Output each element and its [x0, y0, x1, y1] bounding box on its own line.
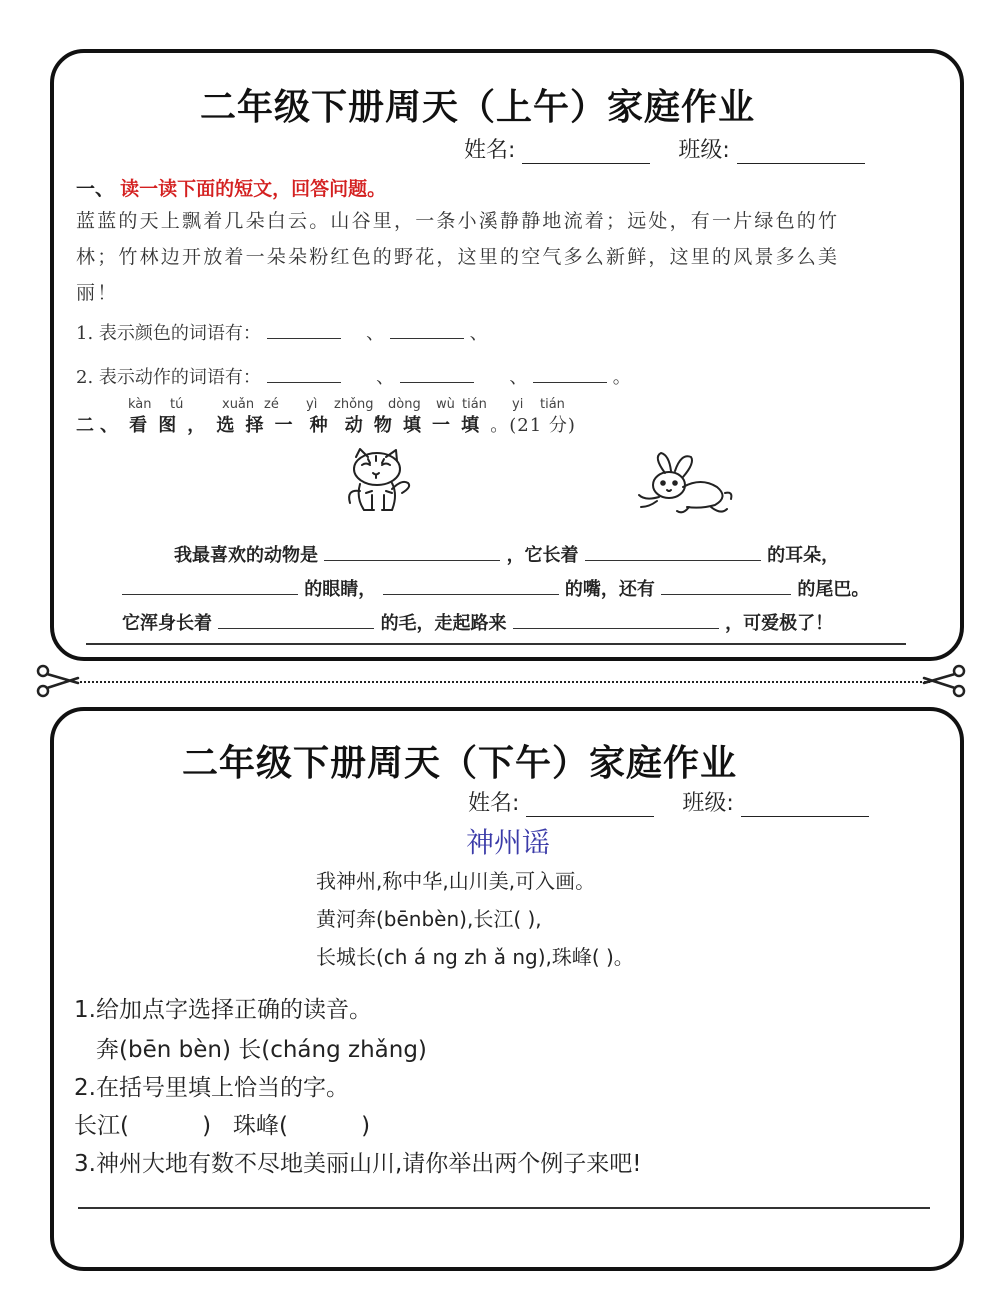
- fill-text: 的嘴，还有: [564, 579, 655, 600]
- passage-line: 林；竹林边开放着一朵朵粉红色的野花，这里的空气多么新鲜，这里的风景多么美: [76, 246, 840, 268]
- question-2: 2.在括号里填上恰当的字。: [74, 1075, 349, 1101]
- heading-char: 看: [129, 415, 154, 436]
- cut-line: [80, 681, 930, 683]
- eyes-blank[interactable]: [122, 576, 298, 595]
- separator: 、: [366, 323, 385, 344]
- morning-homework-card: [50, 49, 964, 661]
- fill-text: 我最喜欢的动物是: [174, 545, 318, 566]
- q2-label: 2. 表示动作的词语有：: [76, 367, 261, 388]
- pinyin: dòng: [388, 397, 421, 412]
- pinyin: yì: [306, 397, 318, 412]
- scissors-icon: [922, 663, 968, 699]
- separator: 、: [509, 367, 528, 388]
- heading-char: 填: [402, 415, 427, 436]
- ears-blank[interactable]: [585, 542, 761, 561]
- heading-char: 择: [245, 415, 270, 436]
- favorite-animal-blank[interactable]: [324, 542, 500, 561]
- section2-heading: [76, 411, 576, 437]
- bottom-rule: [86, 643, 906, 645]
- poem-line: 我神州,称中华,山川美,可入画。: [316, 869, 596, 893]
- poem-line: 长城长(ch á ng zh ǎ ng),珠峰( )。: [316, 945, 634, 969]
- pinyin: tú: [170, 397, 184, 412]
- q2-blank-2[interactable]: [400, 364, 474, 383]
- poem-line: 黄河奔(bēnbèn),长江( ),: [316, 907, 542, 931]
- fill-text: 的尾巴。: [797, 579, 870, 600]
- question-3: 3.神州大地有数不尽地美丽山川,请你举出两个例子来吧!: [74, 1151, 642, 1177]
- class-field[interactable]: [741, 816, 869, 817]
- pinyin: zhǒng: [334, 397, 374, 412]
- pinyin: tián: [462, 397, 487, 412]
- poem-title: 神州谣: [466, 826, 551, 859]
- q2-blank-1[interactable]: [267, 364, 341, 383]
- fur-blank[interactable]: [218, 610, 374, 629]
- fill-text: ，可爱极了！: [725, 613, 834, 634]
- walk-blank[interactable]: [513, 610, 719, 629]
- name-label: 姓名:: [464, 138, 516, 163]
- heading-char: 一: [274, 415, 299, 436]
- heading-char: 物: [373, 415, 398, 436]
- tail-blank[interactable]: [661, 576, 791, 595]
- name-field[interactable]: [522, 163, 650, 164]
- morning-title: 二年级下册周天（上午）家庭作业: [200, 87, 756, 128]
- pinyin: zé: [264, 397, 279, 412]
- heading-char: 一: [432, 415, 457, 436]
- separator: 、: [376, 367, 395, 388]
- mouth-blank[interactable]: [383, 576, 559, 595]
- fill-text: ，它长着: [506, 545, 579, 566]
- cat-illustration: [342, 447, 420, 521]
- name-label: 姓名:: [468, 791, 520, 816]
- question-2-fill[interactable]: 长江( ) 珠峰( ): [74, 1113, 371, 1139]
- rabbit-illustration: [629, 451, 739, 517]
- section1-instruction: 读一读下面的短文，回答问题。: [120, 178, 387, 200]
- heading-char: 种: [309, 415, 334, 436]
- heading-char: 动: [344, 415, 369, 436]
- fill-text: 的耳朵，: [767, 545, 840, 566]
- answer-line[interactable]: [78, 1207, 930, 1209]
- name-field[interactable]: [526, 816, 654, 817]
- fill-text: 的眼睛，: [304, 579, 377, 600]
- scissors-icon: [34, 663, 80, 699]
- question-1-options: 奔(bēn bèn) 长(cháng zhǎng): [96, 1037, 427, 1063]
- question-colors: [76, 319, 488, 345]
- separator: 、: [469, 323, 488, 344]
- heading-char: 填: [461, 415, 486, 436]
- class-label: 班级:: [678, 138, 730, 163]
- pinyin: kàn: [128, 397, 152, 412]
- section1-heading: [76, 174, 386, 201]
- pinyin: tián: [540, 397, 565, 412]
- pinyin: yi: [512, 397, 524, 412]
- afternoon-name-class-row: [468, 786, 869, 817]
- heading-char: 选: [216, 415, 241, 436]
- afternoon-title: 二年级下册周天（下午）家庭作业: [182, 743, 738, 784]
- question-1: 1.给加点字选择正确的读音。: [74, 997, 372, 1023]
- fill-text: 它浑身长着: [122, 613, 212, 634]
- question-actions: [76, 363, 631, 389]
- section1-number: 一、: [76, 178, 115, 200]
- fill-line-3: [122, 609, 833, 635]
- pinyin: xuǎn: [222, 397, 255, 412]
- fill-line-1: [174, 541, 839, 567]
- morning-name-class-row: [464, 133, 865, 164]
- reading-passage: [76, 203, 839, 311]
- separator: 。: [612, 367, 631, 388]
- heading-char: ，: [187, 415, 212, 436]
- q1-blank-1[interactable]: [267, 320, 341, 339]
- fill-line-2: [122, 575, 869, 601]
- section2-score: 。(21 分): [490, 415, 576, 436]
- fill-text: 的毛，走起路来: [380, 613, 507, 634]
- afternoon-homework-card: [50, 707, 964, 1271]
- passage-line: 蓝蓝的天上飘着几朵白云。山谷里，一条小溪静静地流着；远处，有一片绿色的竹: [76, 210, 840, 232]
- pinyin: wù: [436, 397, 455, 412]
- class-label: 班级:: [682, 791, 734, 816]
- passage-line: 丽！: [76, 282, 119, 304]
- section2-number: 二、: [76, 415, 124, 436]
- q1-label: 1. 表示颜色的词语有：: [76, 323, 261, 344]
- q2-blank-3[interactable]: [533, 364, 607, 383]
- class-field[interactable]: [737, 163, 865, 164]
- q1-blank-2[interactable]: [390, 320, 464, 339]
- heading-char: 图: [158, 415, 183, 436]
